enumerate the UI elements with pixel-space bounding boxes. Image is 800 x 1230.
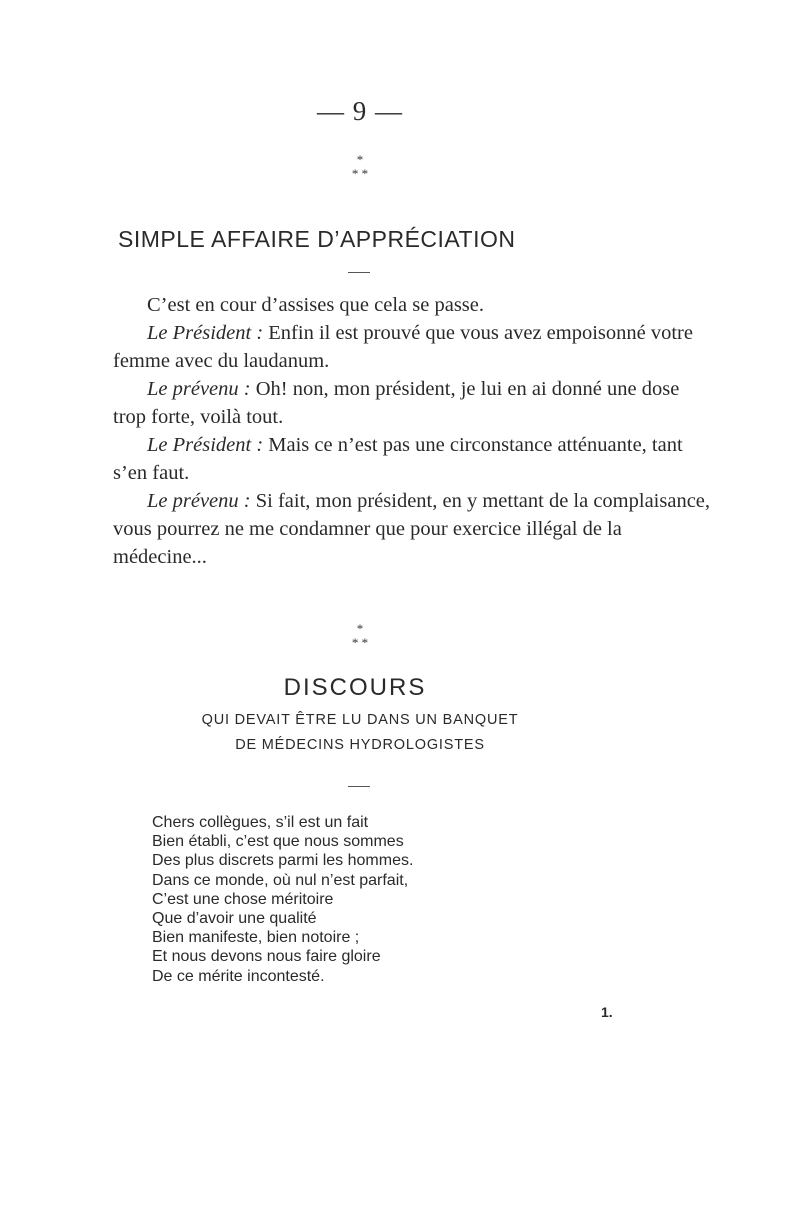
subtitle-line-2: DE MÉDECINS HYDROLOGISTES <box>235 737 485 753</box>
paragraph-4: Le Président : Mais ce n’est pas une circonstance atténuante, tant s’en faut. <box>113 434 683 484</box>
poem-line: Chers collègues, s’il est un fait <box>152 814 369 831</box>
speaker-label: Le prévenu : <box>147 490 251 512</box>
title-rule-1 <box>348 272 370 273</box>
poem-line: Dans ce monde, où nul n’est parfait, <box>152 871 409 889</box>
section-title-discours: DISCOURS <box>283 674 427 701</box>
paragraph-5: Le prévenu : Si fait, mon président, en y mettant de la complaisance, vous pourrez ne me condamner que pour exercice illégal de la médecine... <box>113 490 711 568</box>
ornament-asterism-bottom-1: * * <box>351 166 369 181</box>
speaker-label: Le Président : <box>147 434 264 456</box>
paragraph-3: Le prévenu : Oh! non, mon président, je lui en ai donné une dose trop forte, voilà tout. <box>113 378 680 428</box>
poem-line: C’est une chose méritoire <box>152 890 334 908</box>
poem-line: Bien établi, c’est que nous sommes <box>152 833 404 851</box>
poem-line: Que d’avoir une qualité <box>152 910 317 928</box>
title-rule-2 <box>348 786 370 787</box>
page-number: — 9 — <box>317 96 403 126</box>
subtitle-line-1: QUI DEVAIT ÊTRE LU DANS UN BANQUET <box>201 712 519 728</box>
poem <box>152 813 652 986</box>
poem-line: Des plus discrets parmi les hommes. <box>152 852 414 870</box>
ornament-asterism-top-1: * <box>356 152 364 167</box>
speaker-label: Le prévenu : <box>147 378 251 400</box>
poem-line: Et nous devons nous faire gloire <box>152 948 381 966</box>
signature-mark: 1. <box>601 1004 613 1020</box>
paragraph-1: C’est en cour d’assises que cela se passe. <box>147 294 484 316</box>
paragraph-2: Le Président : Enfin il est prouvé que vous avez empoisonné votre femme avec du laudanum. <box>113 322 693 372</box>
section-title-simple-affaire: SIMPLE AFFAIRE D’APPRÉCIATION <box>118 226 516 252</box>
speaker-label: Le Président : <box>147 322 264 344</box>
ornament-asterism-top-2: * <box>356 621 364 636</box>
poem-line: Bien manifeste, bien notoire ; <box>152 929 360 947</box>
poem-line: De ce mérite incontesté. <box>152 967 325 985</box>
ornament-asterism-bottom-2: * * <box>351 635 369 650</box>
